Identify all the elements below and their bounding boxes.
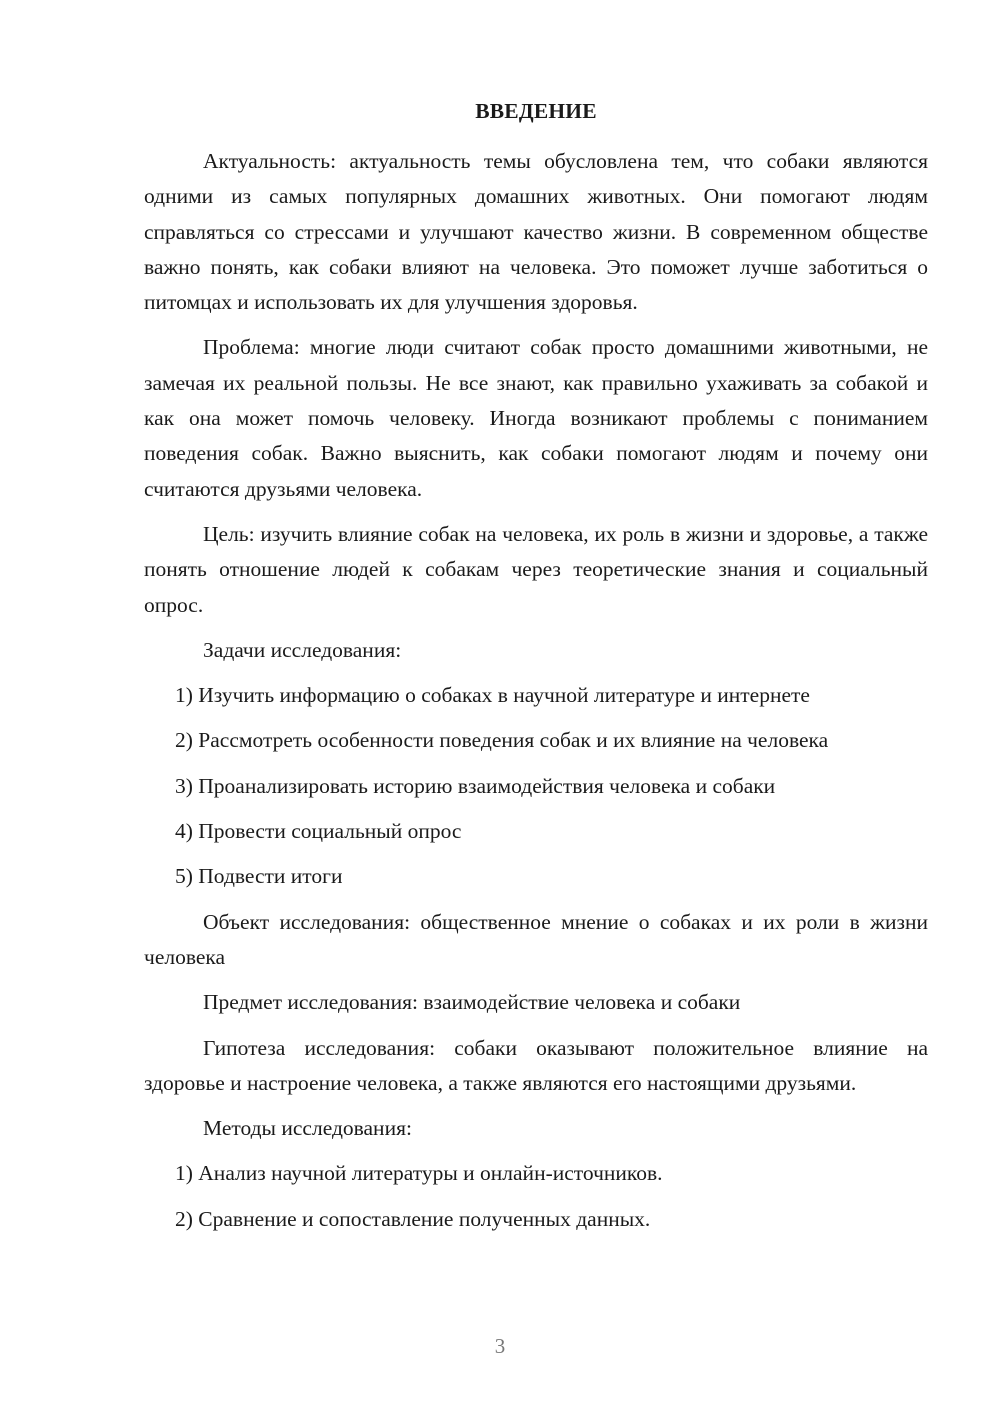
subject-paragraph: Предмет исследования: взаимодействие человека и собаки: [203, 990, 741, 1015]
task-item: 3) Проанализировать историю взаимодействия человека и собаки: [175, 773, 776, 798]
goal-paragraph: Цель: изучить влияние собак на человека, их роль в жизни и здоровье, а также понять отношение людей к собакам через теоретические знания и социальный опрос.: [144, 521, 928, 617]
problem-paragraph: Проблема: многие люди считают собак просто домашними животными, не замечая их реальной пользы. Не все знают, как правильно ухаживать за собакой и как она может помочь человеку. Иногда возникают проблемы с пониманием поведения собак. Важно выяснить, как собаки помогают людям и почему они считаются друзьями человека.: [144, 335, 928, 501]
document-content: [144, 96, 928, 1247]
hypothesis-paragraph: Гипотеза исследования: собаки оказывают положительное влияние на здоровье и настроение человека, а также являются его настоящими друзьями.: [144, 1035, 928, 1095]
method-item: 1) Анализ научной литературы и онлайн-источников.: [175, 1161, 663, 1186]
methods-heading: Методы исследования:: [203, 1116, 412, 1141]
tasks-heading: Задачи исследования:: [203, 637, 402, 662]
object-paragraph: Объект исследования: общественное мнение о собаках и их роли в жизни человека: [144, 909, 928, 969]
task-item: 1) Изучить информацию о собаках в научной литературе и интернете: [175, 683, 810, 708]
method-item: 2) Сравнение и сопоставление полученных данных.: [175, 1206, 651, 1231]
task-item: 4) Провести социальный опрос: [175, 819, 462, 844]
task-item: 5) Подвести итоги: [175, 864, 343, 889]
page-title: ВВЕДЕНИЕ: [475, 99, 597, 123]
relevance-paragraph: Актуальность: актуальность темы обусловлена тем, что собаки являются одними из самых популярных домашних животных. Они помогают людям справляться со стрессами и улучшают качество жизни. В современном обществе важно понять, как собаки влияют на человека. Это поможет лучше заботиться о питомцах и использовать их для улучшения здоровья.: [144, 149, 928, 315]
task-item: 2) Рассмотреть особенности поведения собак и их влияние на человека: [175, 728, 829, 753]
page-number: 3: [494, 1334, 506, 1358]
